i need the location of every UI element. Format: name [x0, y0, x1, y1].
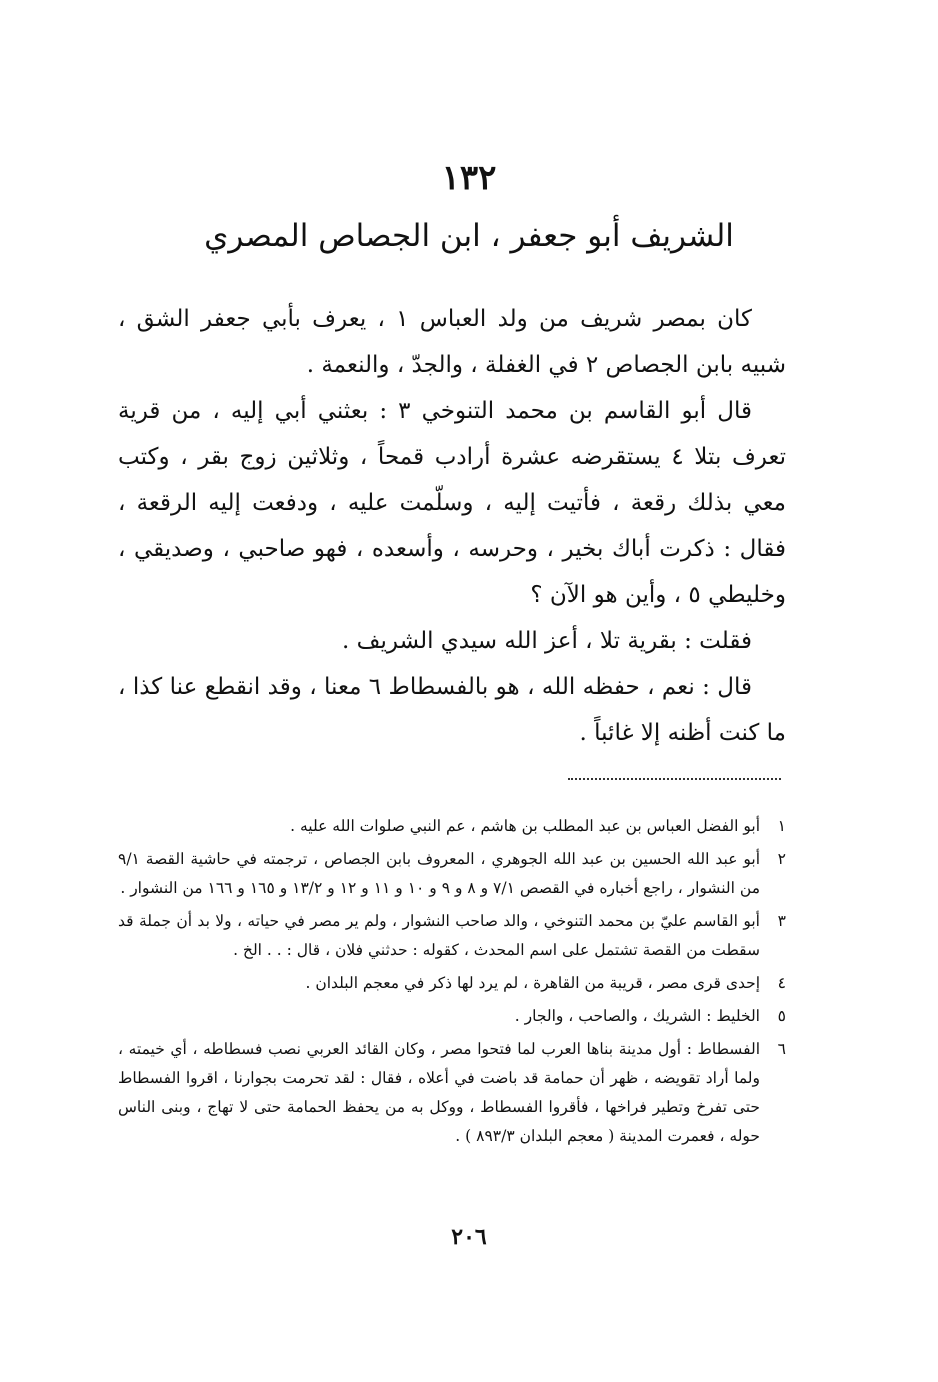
paragraph: فقلت : بقرية تلا ، أعز الله سيدي الشريف .: [342, 628, 752, 654]
footnote-number: ٥: [777, 1007, 786, 1025]
footnote-text: أبو الفضل العباس بن عبد المطلب بن هاشم ، عم النبي صلوات الله عليه .: [290, 817, 760, 835]
paragraph: قال : نعم ، حفظه الله ، هو بالفسطاط ٦ معنا ، وقد انقطع عنا كذا ، ما كنت أظنه إلا غائباً .: [118, 674, 786, 746]
main-text: [118, 296, 786, 756]
footnote-text: الفسطاط : أول مدينة بناها العرب لما فتحوا مصر ، وكان القائد العربي نصب فسطاطه ، أي خيمته ، ولما أراد تقويضه ، ظهر أن حمامة قد باضت في أعلاه ، فقال : لقد تحرمت بجوارنا ، اقروا الفسطاط حتى تفرخ وتطير فراخها ، فأقروا الفسطاط ، ووكل به من يحفظ الحمامة حتى لا تهاج ، وبنى الناس حوله ، فعمرت المدينة ( معجم البلدان ٨٩٣/٣ ) .: [118, 1040, 760, 1145]
footnote: [118, 1035, 786, 1151]
page-number: ٢٠٦: [451, 1224, 487, 1250]
story-number: ١٣٢: [441, 158, 497, 198]
footnote-text: إحدى قرى مصر ، قريبة من القاهرة ، لم يرد لها ذكر في معجم البلدان .: [305, 974, 760, 992]
footnote: [118, 907, 786, 965]
footnote-number: ٢: [777, 850, 786, 868]
footnote-number: ٦: [777, 1040, 786, 1058]
footnote-number: ٤: [777, 974, 786, 992]
footnote-number: ١: [777, 817, 786, 835]
footnote-number: ٣: [777, 912, 786, 930]
footnotes: [118, 812, 786, 1155]
footnote-text: أبو عبد الله الحسين بن عبد الله الجوهري ، المعروف بابن الجصاص ، ترجمته في حاشية القصة ٩/١ من النشوار ، راجع أخباره في القصص ٧/١ و ٨ و ٩ و ١٠ و ١١ و ١٢ و ١٣/٢ و ١٦٥ و ١٦٦ من النشوار .: [118, 850, 760, 897]
story-title: الشريف أبو جعفر ، ابن الجصاص المصري: [204, 218, 734, 254]
footnote: [118, 812, 786, 841]
footnote: [118, 969, 786, 998]
footnote-text: أبو القاسم عليّ بن محمد التنوخي ، والد صاحب النشوار ، ولم ير مصر في حياته ، ولا بد أن جملة قد سقطت من القصة تشتمل على اسم المحدث ، كقوله : حدثني فلان ، قال : . . الخ .: [118, 912, 760, 959]
footnote: [118, 845, 786, 903]
paragraph: قال أبو القاسم بن محمد التنوخي ٣ : بعثني أبي إليه ، من قرية تعرف بتلا ٤ يستقرضه عشرة أرادب قمحاً ، وثلاثين زوج بقر ، وكتب معي بذلك رقعة ، فأتيت إليه ، وسلّمت عليه ، ودفعت إليه الرقعة ، فقال : ذكرت أباك بخير ، وحرسه ، وأسعده ، فهو صاحبي ، وصديقي ، وخليطي ٥ ، وأين هو الآن ؟: [118, 398, 786, 608]
footnote-divider: [568, 778, 781, 780]
footnote-text: الخليط : الشريك ، والصاحب ، والجار .: [514, 1007, 760, 1025]
footnote: [118, 1002, 786, 1031]
paragraph: كان بمصر شريف من ولد العباس ١ ، يعرف بأبي جعفر الشق ، شبيه بابن الجصاص ٢ في الغفلة ، والجدّ ، والنعمة .: [118, 306, 786, 378]
